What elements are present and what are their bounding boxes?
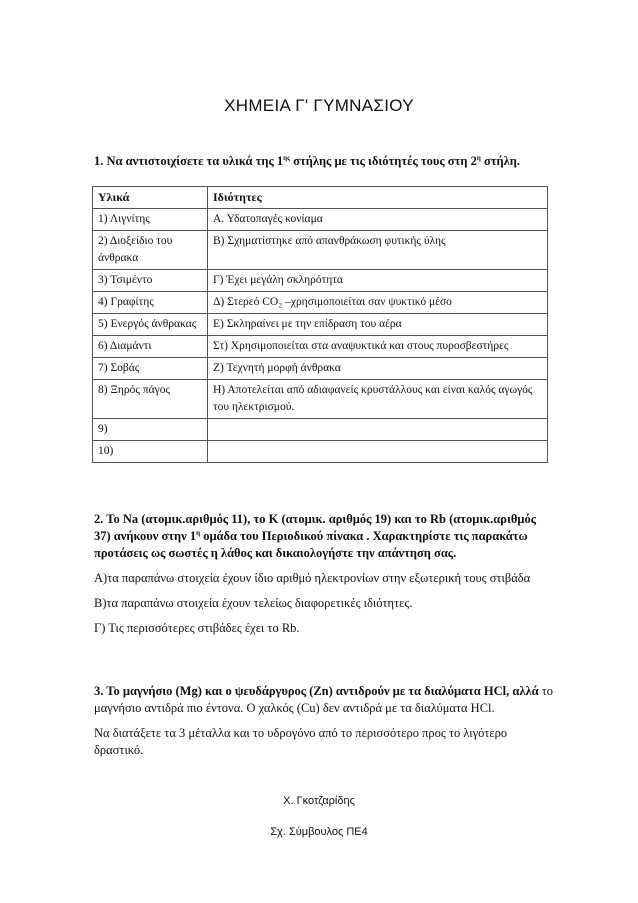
table-row [93,336,548,358]
table-row [93,314,548,336]
property-cell: Α. Υδατοπαγές κονίαμα [208,209,548,231]
material-cell: 2) Διοξείδιο του άνθρακα [93,231,208,270]
property-cell [208,419,548,441]
q2-prompt-part-b: ομάδα του Περιοδικού πίνακα . Χαρακτηρίστε τις παρακάτω προτάσεις ως σωστές η λάθος και δικαιολογήστε την απάντηση σας. [94,529,528,560]
property-cell: Β) Σχηματίστηκε από απανθράκωση φυτικής ύλης [208,231,548,270]
property-cell: Δ) Στερεό CO₂ –χρησιμοποιείται σαν ψυκτικό μέσο [208,292,548,314]
property-cell: Γ) Έχει μεγάλη σκληρότητα [208,270,548,292]
table-row [93,358,548,380]
question-2-prompt [94,511,554,562]
footer-author: Χ. Γκοτζαρίδης [283,795,355,807]
question-2 [94,511,554,637]
property-cell: Ε) Σκληραίνει με την επίδραση του αέρα [208,314,548,336]
q3-prompt-rest: το μαγνήσιο αντιδρά πιο έντονα. Ο χαλκός (Cu) δεν αντιδρά με τα διαλύματα HCl. [94,684,553,715]
q2-statement-a: Α)τα παραπάνω στοιχεία έχουν ίδιο αριθμό ηλεκτρονίων στην εξωτερική τους στιβάδα [94,571,531,585]
q2-statement-b: Β)τα παραπάνω στοιχεία έχουν τελείως διαφορετικές ιδιότητες. [94,596,413,610]
question-1-prompt [94,152,554,170]
q1-prompt-part-c: στήλη. [480,154,520,168]
material-cell: 9) [93,419,208,441]
q3-task: Να διατάξετε τα 3 μέταλλα και το υδρογόνο από το περισσότερο προς το λιγότερο δραστικό. [94,726,508,757]
table-row [93,292,548,314]
q2-statement-c: Γ) Τις περισσότερες στιβάδες έχει το Rb. [94,621,300,635]
q2-prompt-part-a: 2. Το Na (ατομικ.αριθμός 11), το Κ (ατομικ. αριθμός 19) και το Rb (ατομικ.αριθμός 37) ανήκουν στην 1 [94,512,536,543]
property-cell: Στ) Χρησιμοποιείται στα αναψυκτικά και στους πυροσβεστήρες [208,336,548,358]
material-cell: 7) Σοβάς [93,358,208,380]
table-row [93,270,548,292]
property-cell [208,441,548,463]
header-properties: Ιδιότητες [208,187,548,209]
material-cell: 1) Λιγνίτης [93,209,208,231]
q1-prompt-part-b: στήλης με τις ιδιότητές τους στη 2 [290,154,477,168]
table-row [93,380,548,419]
question-3 [94,683,554,759]
material-cell: 4) Γραφίτης [93,292,208,314]
q1-sup-a: ης [283,153,291,162]
table-row [93,441,548,463]
material-cell: 3) Τσιμέντο [93,270,208,292]
header-materials: Υλικά [93,187,208,209]
q3-prompt-bold: 3. Το μαγνήσιο (Mg) και ο ψευδάργυρος (Zn) αντιδρούν με τα διαλύματα HCl, αλλά [94,684,539,698]
table-row [93,231,548,270]
material-cell: 5) Ενεργός άνθρακας [93,314,208,336]
material-cell: 10) [93,441,208,463]
page-title: ΧΗΜΕΙΑ Γ' ΓΥΜΝΑΣΙΟΥ [224,96,414,115]
material-cell: 8) Ξηρός πάγος [93,380,208,419]
q2-sup: η [196,528,201,537]
q1-prompt-part-a: 1. Να αντιστοιχίσετε τα υλικά της 1 [94,154,284,168]
table-row [93,209,548,231]
property-cell: Ζ) Τεχνητή μορφή άνθρακα [208,358,548,380]
material-cell: 6) Διαμάντι [93,336,208,358]
property-cell: Η) Αποτελείται από αδιαφανείς κρυστάλλους και είναι καλός αγωγός του ηλεκτρισμού. [208,380,548,419]
footer-role: Σχ. Σύμβουλος ΠΕ4 [270,826,368,838]
q1-sup-b: η [476,153,481,162]
table-header-row [93,187,548,209]
matching-table [92,186,548,463]
question-3-prompt [94,683,554,717]
table-row [93,419,548,441]
